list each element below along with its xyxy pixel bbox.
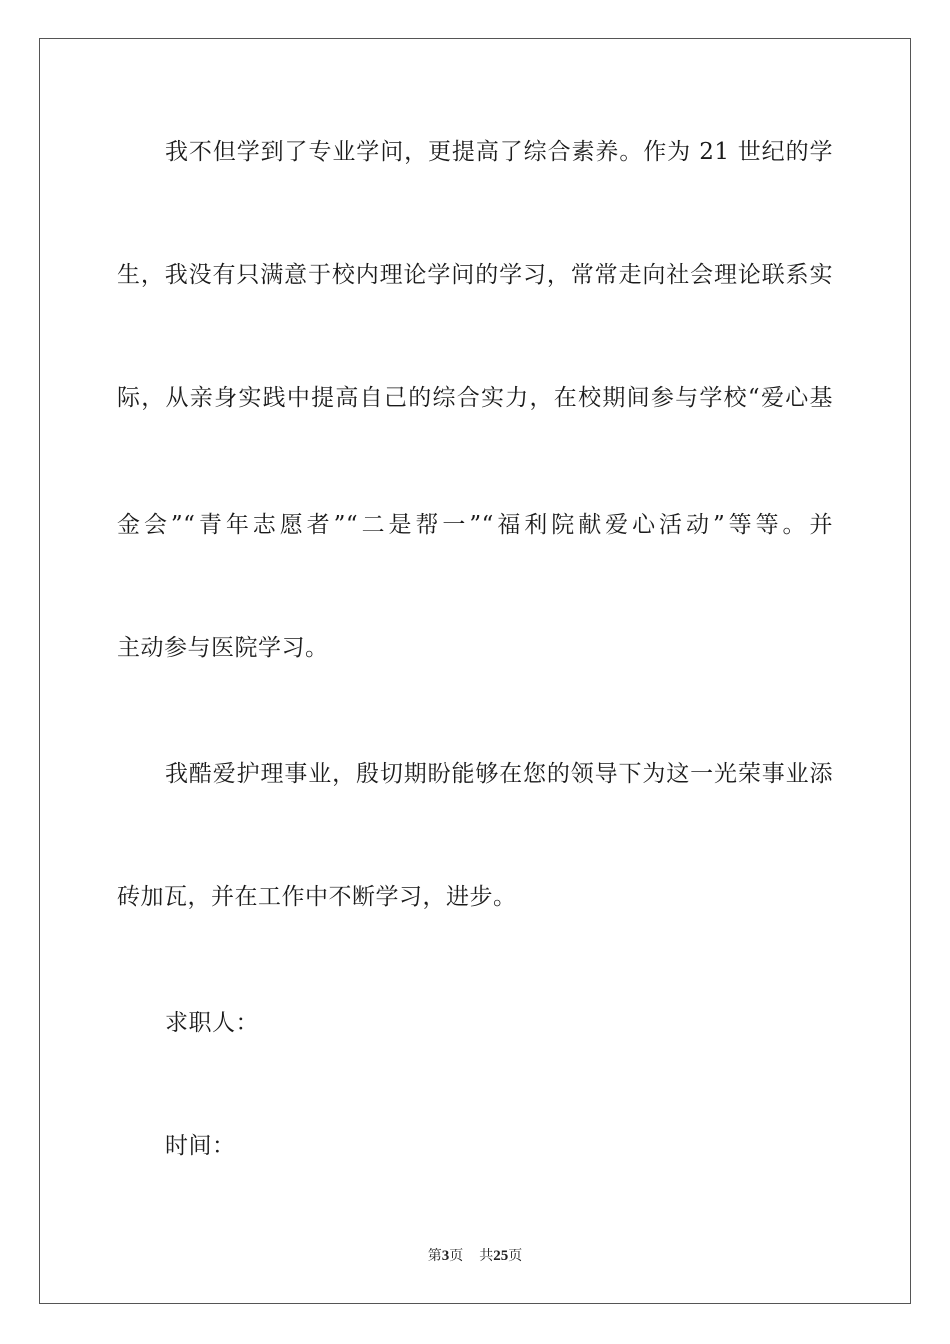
page-frame — [39, 38, 911, 1304]
date-label: 时间： — [165, 1133, 236, 1159]
paragraph-1-line-5: 主动参与医院学习。 — [117, 635, 329, 661]
footer-total-pages: 25 — [493, 1248, 509, 1264]
footer-page-number: 3 — [441, 1248, 450, 1264]
page-footer — [0, 1246, 950, 1266]
paragraph-1-line-2: 生，我没有只满意于校内理论学问的学习，常常走向社会理论联系实 — [117, 262, 833, 288]
footer-page-prefix: 第 — [427, 1248, 442, 1264]
footer-total-suffix: 页 — [508, 1248, 523, 1264]
paragraph-2-line-1: 我酷爱护理事业，殷切期盼能够在您的领导下为这一光荣事业添 — [165, 761, 833, 787]
footer-total-prefix: 共 — [479, 1248, 494, 1264]
paragraph-2-line-2: 砖加瓦，并在工作中不断学习，进步。 — [117, 884, 517, 910]
paragraph-1-line-1: 我不但学到了专业学问，更提高了综合素养。作为 21 世纪的学 — [165, 139, 833, 165]
paragraph-1-line-3: 际，从亲身实践中提高自己的综合实力，在校期间参与学校“爱心基 — [117, 385, 833, 411]
paragraph-1-line-4: 金会”“青年志愿者”“二是帮一”“福利院献爱心活动”等等。并 — [117, 512, 833, 538]
footer-page-suffix: 页 — [449, 1248, 464, 1264]
applicant-label: 求职人： — [165, 1010, 259, 1036]
